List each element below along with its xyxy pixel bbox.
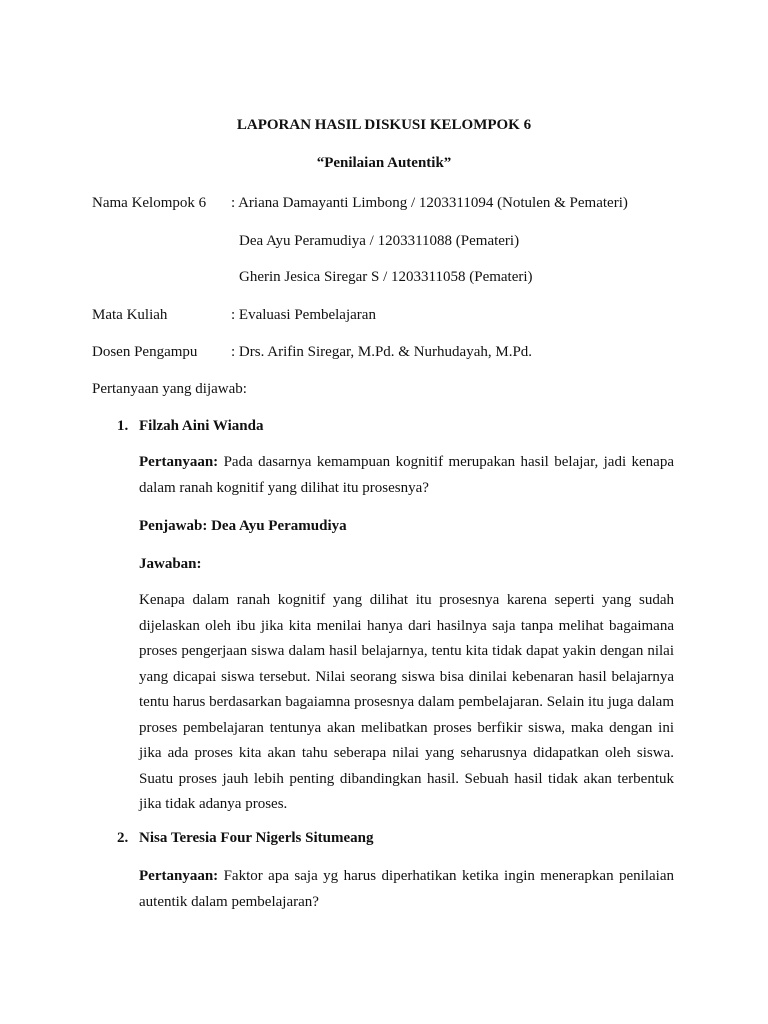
group-member-1: : Ariana Damayanti Limbong / 1203311094 (Notulen & Pemateri)	[231, 195, 628, 211]
questions-intro: Pertanyaan yang dijawab:	[92, 381, 247, 397]
question-1-header	[117, 416, 264, 436]
group-label: Nama Kelompok 6	[92, 195, 207, 211]
question-2-body: Faktor apa saja yg harus diperhatikan ketika ingin menerapkan penilaian autentik dalam pembelajaran?	[139, 868, 674, 910]
question-1-number: 1.	[117, 418, 129, 434]
question-2-asker: Nisa Teresia Four Nigerls Situmeang	[139, 830, 374, 846]
question-1-answerer: Penjawab: Dea Ayu Peramudiya	[139, 518, 347, 534]
course-label: Mata Kuliah	[92, 307, 168, 323]
question-1-body: Pada dasarnya kemampuan kognitif merupakan hasil belajar, jadi kenapa dalam ranah kognitif yang dilihat itu prosesnya?	[139, 454, 674, 496]
document-title: LAPORAN HASIL DISKUSI KELOMPOK 6	[236, 117, 532, 133]
group-member-2: Dea Ayu Peramudiya / 1203311088 (Pemateri)	[239, 233, 520, 249]
question-2-text	[139, 864, 674, 915]
document-subtitle: “Penilaian Autentik”	[316, 155, 452, 171]
question-1-label: Pertanyaan:	[139, 454, 219, 470]
group-member-3: Gherin Jesica Siregar S / 1203311058 (Pemateri)	[239, 269, 533, 285]
question-1-answer-label: Jawaban:	[139, 556, 202, 572]
question-1-answer: Kenapa dalam ranah kognitif yang dilihat itu prosesnya karena seperti yang sudah dijelaskan oleh ibu jika kita menilai hanya dari hasilnya saja tanpa melihat bagaimana proses pengerjaan siswa dalam hasil belajarnya, tentu kita tidak dapat yakin dengan nilai yang dicapai siswa tersebut. Nilai seorang siswa bisa dinilai kebenaran hasil belajarnya tentu harus berdasarkan bagaiamna prosesnya dalam pembelajaran. Selain itu juga dalam proses pembelajaran tentunya akan melibatkan proses berfikir siswa, maka dengan ini jika ada proses kita akan tahu seberapa nilai yang seharusnya didapatkan oleh siswa. Suatu proses jauh lebih penting dibandingkan hasil. Sebuah hasil tidak akan terbentuk jika tidak adanya proses.	[139, 592, 674, 812]
question-1-text	[139, 450, 674, 501]
question-2-header	[117, 828, 373, 848]
question-2-label: Pertanyaan:	[139, 868, 219, 884]
lecturer-value: : Drs. Arifin Siregar, M.Pd. & Nurhudayah, M.Pd.	[231, 344, 533, 360]
lecturer-label: Dosen Pengampu	[92, 344, 198, 360]
question-2-number: 2.	[117, 830, 129, 846]
course-value: : Evaluasi Pembelajaran	[231, 307, 376, 323]
question-1-asker: Filzah Aini Wianda	[139, 418, 264, 434]
